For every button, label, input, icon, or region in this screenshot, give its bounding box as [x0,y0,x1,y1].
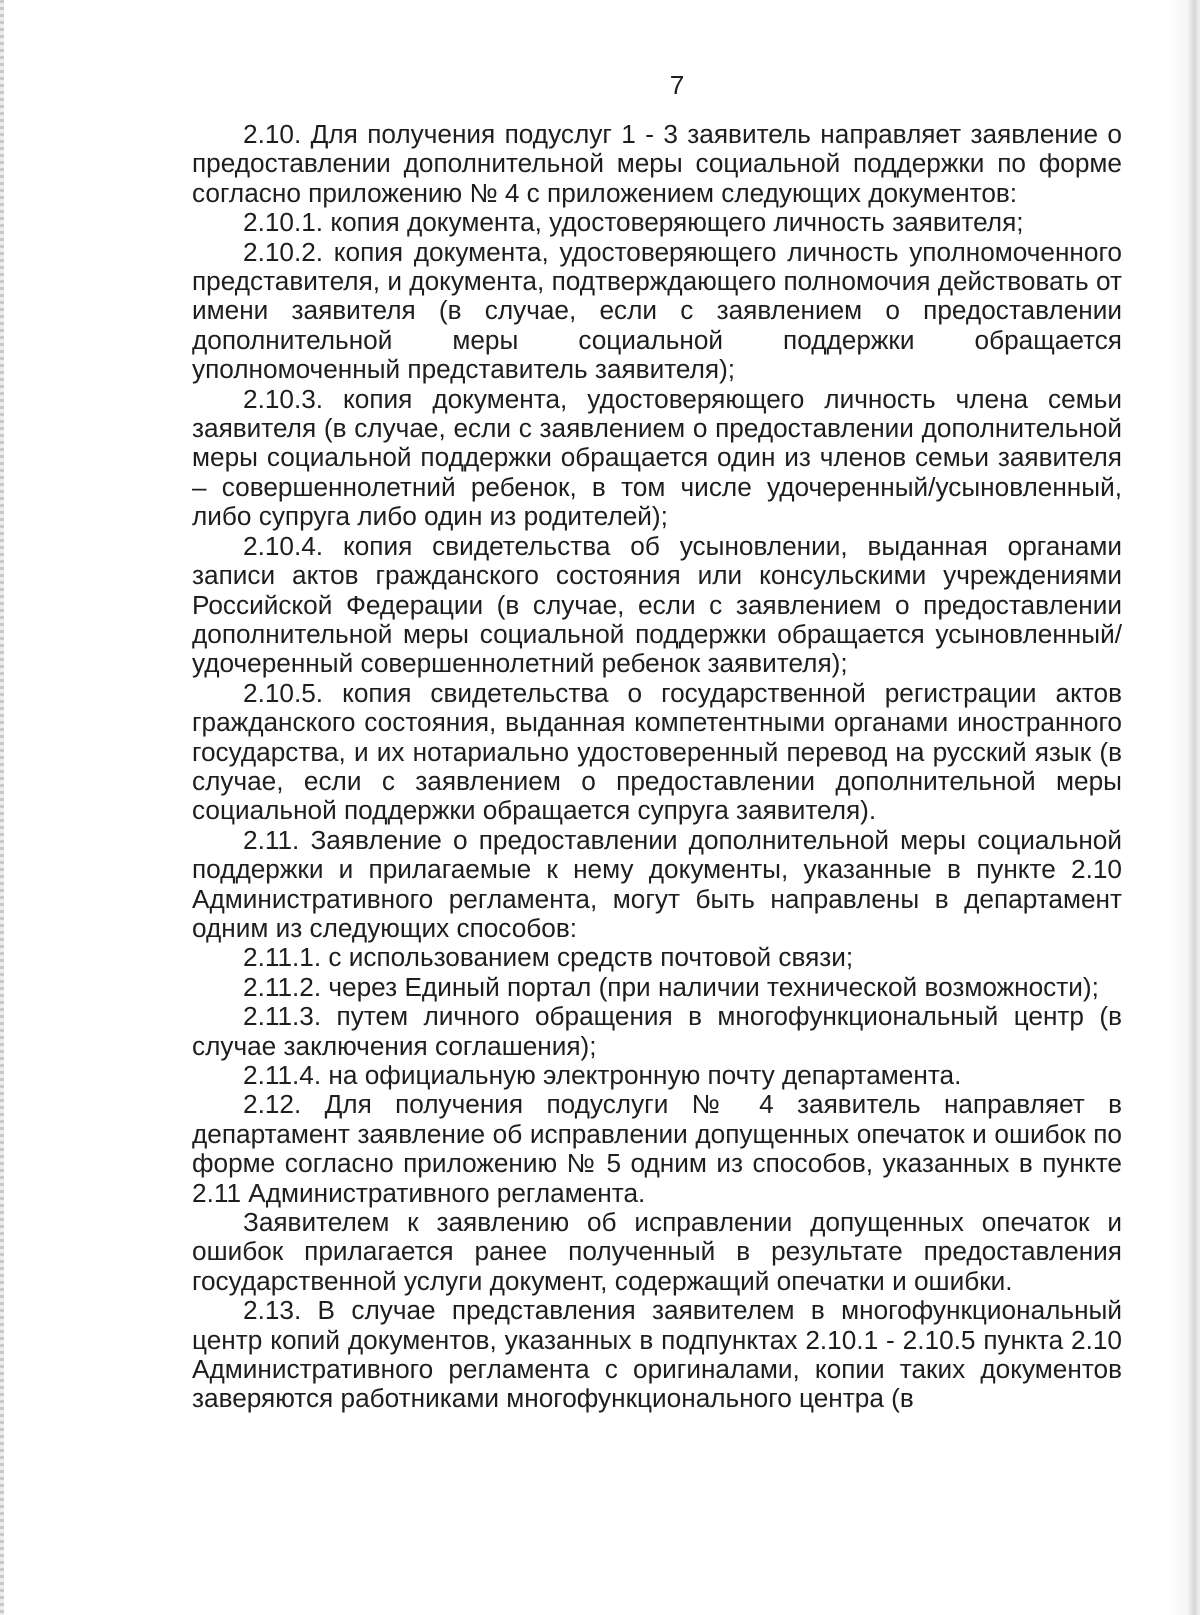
page-number: 7 [669,70,685,100]
paragraph-2-11-2: 2.11.2. через Единый портал (при наличии технической возможности); [243,971,1099,1002]
paragraph-2-10-4: 2.10.4. копия свидетельства об усыновлении, выданная органами записи актов гражданского состояния или консульскими учреждениями Российской Федерации (в случае, если с заявлением о предоставлении дополнительной меры социальной поддержки обращается усыновленный/удочеренный совершеннолетний ребенок заявителя); [192,530,1122,679]
paragraph-2-10-2: 2.10.2. копия документа, удостоверяющего личность уполномоченного представителя, и документа, подтверждающего полномочия действовать от имени заявителя (в случае, если с заявлением о предоставлении дополнительной меры социальной поддержки обращается уполномоченный представитель заявителя); [192,236,1122,385]
paragraph-2-10: 2.10. Для получения подуслуг 1 - 3 заявитель направляет заявление о предоставлении дополнительной меры социальной поддержки по форме согласно приложению № 4 с приложением следующих документов: [192,119,1122,208]
scan-edge-left [0,0,4,1615]
paragraph-2-10-3: 2.10.3. копия документа, удостоверяющего личность члена семьи заявителя (в случае, если с заявлением о предоставлении дополнительной меры социальной поддержки обращается один из членов семьи заявителя – совершеннолетний ребенок, в том числе удочеренный/усыновленный, либо супруга либо один из родителей); [192,383,1122,532]
paragraph-2-11-4: 2.11.4. на официальную электронную почту департамента. [243,1060,962,1090]
paragraph-2-11-1: 2.11.1. с использованием средств почтовой связи; [243,942,854,973]
paragraph-2-12-note: Заявителем к заявлению об исправлении допущенных опечаток и ошибок прилагается ранее полученный в результате предоставления государственной услуги документ, содержащий опечатки и ошибки. [192,1207,1122,1296]
paragraph-2-11-3: 2.11.3. путем личного обращения в многофункциональный центр (в случае заключения соглашения); [192,1001,1122,1061]
paragraph-2-11: 2.11. Заявление о предоставлении дополнительной меры социальной поддержки и прилагаемые к нему документы, указанные в пункте 2.10 Административного регламента, могут быть направлены в департамент одним из следующих способов: [192,824,1122,943]
scan-edge-right [1170,0,1200,1615]
paragraph-2-12: 2.12. Для получения подуслуги № 4 заявитель направляет в департамент заявление об исправлении допущенных опечаток и ошибок по форме согласно приложению № 5 одним из способов, указанных в пункте 2.11 Административного регламента. [192,1089,1122,1208]
paragraph-2-10-5: 2.10.5. копия свидетельства о государственной регистрации актов гражданского состояния, выданная компетентными органами иностранного государства, и их нотариально удостоверенный перевод на русский язык (в случае, если с заявлением о предоставлении дополнительной меры социальной поддержки обращается супруга заявителя). [192,677,1122,826]
paragraph-2-10-1: 2.10.1. копия документа, удостоверяющего личность заявителя; [243,207,1024,238]
paragraph-2-13: 2.13. В случае представления заявителем в многофункциональный центр копий документов, указанных в подпунктах 2.10.1 - 2.10.5 пункта 2.10 Административного регламента с оригиналами, копии таких документов заверяются работниками многофункционального центра (в [192,1295,1122,1414]
document-page [192,58,1122,1414]
